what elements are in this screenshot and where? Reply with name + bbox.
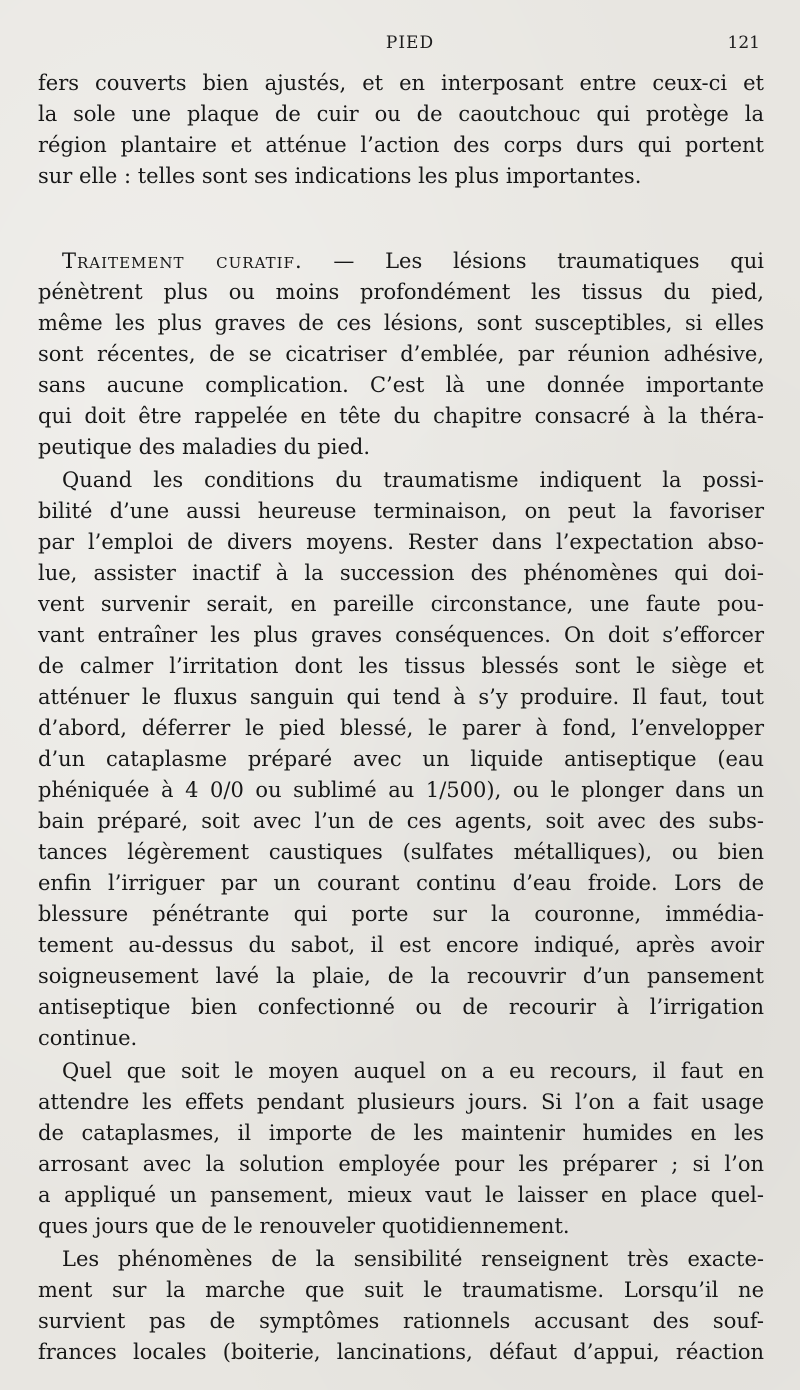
text-line: tances légèrement caustiques (sulfates métalliques), ou bien: [38, 840, 764, 864]
text-line: ques jours que de le renouveler quotidiennement.: [38, 1214, 570, 1238]
text-line: a appliqué un pansement, mieux vaut le laisser en place quel-: [38, 1183, 764, 1207]
text-line: de calmer l’irritation dont les tissus blessés sont le siège et: [38, 654, 764, 678]
text-line: enfin l’irriguer par un courant continu d’eau froide. Lors de: [38, 871, 764, 895]
text-line: frances locales (boiterie, lancinations, défaut d’appui, réaction: [38, 1340, 764, 1364]
paragraph-traitement-curatif: [38, 246, 764, 463]
text-line: vant entraîner les plus graves conséquences. On doit s’efforcer: [38, 623, 764, 647]
text-line: ment sur la marche que suit le traumatisme. Lorsqu’il ne: [38, 1278, 764, 1302]
text-line: sont récentes, de se cicatriser d’emblée, par réunion adhésive,: [38, 342, 764, 366]
text-line: continue.: [38, 1026, 138, 1050]
text-line: de cataplasmes, il importe de les maintenir humides en les: [38, 1121, 764, 1145]
running-header: [60, 33, 760, 59]
text-line: vent survenir serait, en pareille circonstance, une faute pou-: [38, 592, 764, 616]
text-fragment: — Les lésions traumatiques qui: [302, 249, 764, 273]
text-line: survient pas de symptômes rationnels accusant des souf-: [38, 1309, 764, 1333]
text-line: Quel que soit le moyen auquel on a eu recours, il faut en: [62, 1059, 764, 1083]
text-line: [38, 246, 764, 277]
text-line: qui doit être rappelée en tête du chapitre consacré à la théra-: [38, 404, 764, 428]
text-line: blessure pénétrante qui porte sur la couronne, immédia-: [38, 902, 764, 926]
text-line: arrosant avec la solution employée pour les préparer ; si l’on: [38, 1152, 764, 1176]
page-body: [38, 68, 764, 1368]
text-line: soigneusement lavé la plaie, de la recouvrir d’un pansement: [38, 964, 764, 988]
text-line: tement au-dessus du sabot, il est encore indiqué, après avoir: [38, 933, 764, 957]
text-line: peutique des maladies du pied.: [38, 435, 371, 459]
text-line: d’un cataplasme préparé avec un liquide antiseptique (eau: [38, 747, 764, 771]
paragraph-continuation: [38, 68, 764, 192]
paragraph: [38, 1056, 764, 1242]
text-line: d’abord, déferrer le pied blessé, le parer à fond, l’envelopper: [38, 716, 764, 740]
text-line: région plantaire et atténue l’action des corps durs qui portent: [38, 133, 764, 157]
text-line: pénètrent plus ou moins profondément les tissus du pied,: [38, 280, 764, 304]
running-title: PIED: [385, 33, 435, 53]
paragraph: [38, 1244, 764, 1368]
text-line: fers couverts bien ajustés, et en interposant entre ceux-ci et: [38, 71, 764, 95]
text-line: lue, assister inactif à la succession des phénomènes qui doi-: [38, 561, 764, 585]
text-line: sans aucune complication. C’est là une donnée importante: [38, 373, 764, 397]
text-line: atténuer le fluxus sanguin qui tend à s’y produire. Il faut, tout: [38, 685, 764, 709]
text-line: Les phénomènes de la sensibilité renseignent très exacte-: [62, 1247, 764, 1271]
text-line: sur elle : telles sont ses indications les plus importantes.: [38, 164, 642, 188]
text-line: Quand les conditions du traumatisme indiquent la possi-: [62, 468, 764, 492]
text-line: bilité d’une aussi heureuse terminaison, on peut la favoriser: [38, 499, 764, 523]
text-line: antiseptique bien confectionné ou de recourir à l’irrigation: [38, 995, 764, 1019]
text-line: attendre les effets pendant plusieurs jours. Si l’on a fait usage: [38, 1090, 764, 1114]
text-line: bain préparé, soit avec l’un de ces agents, soit avec des subs-: [38, 809, 764, 833]
text-line: phéniquée à 4 0/0 ou sublimé au 1/500), ou le plonger dans un: [38, 778, 764, 802]
text-line: même les plus graves de ces lésions, sont susceptibles, si elles: [38, 311, 764, 335]
text-line: par l’emploi de divers moyens. Rester dans l’expectation abso-: [38, 530, 764, 554]
page-number: 121: [727, 33, 760, 53]
text-line: la sole une plaque de cuir ou de caoutchouc qui protège la: [38, 102, 764, 126]
paragraph: [38, 465, 764, 1054]
section-title: Traitement curatif.: [62, 249, 303, 273]
